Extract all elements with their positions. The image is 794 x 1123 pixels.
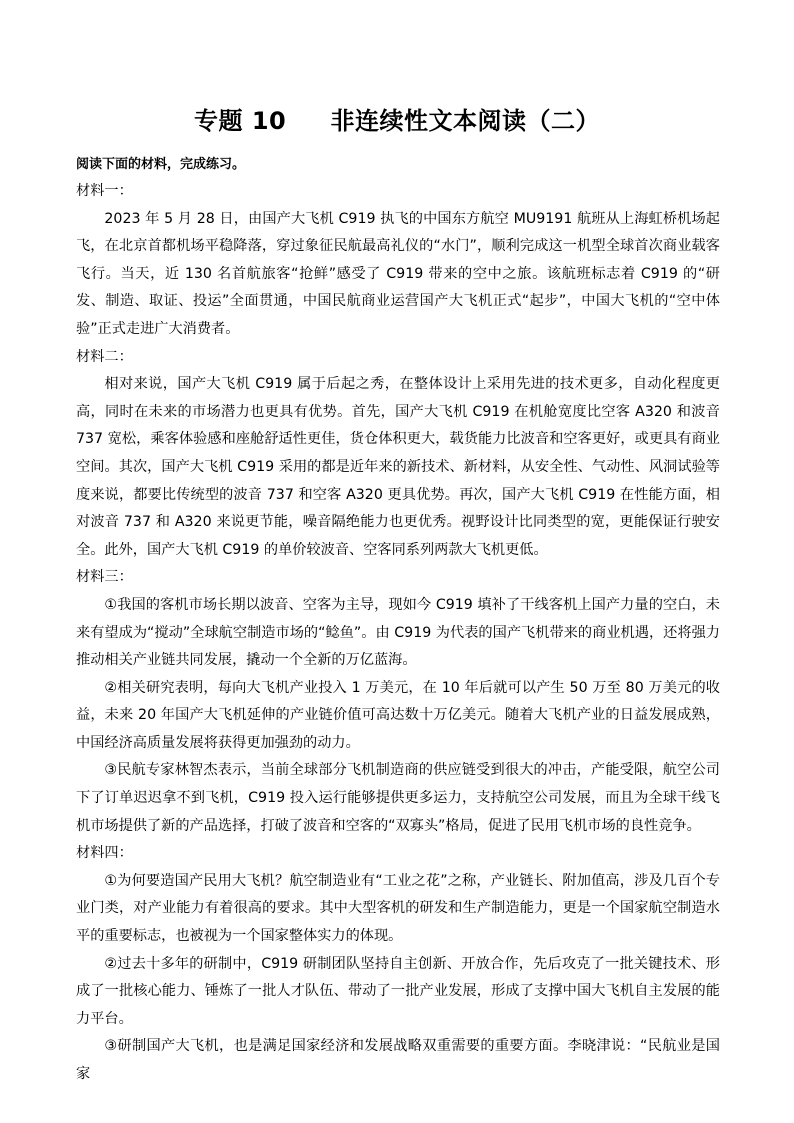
material-4-label: 材料四： [76, 845, 133, 862]
page-title: 专题 10 非连续性文本阅读（二） [193, 107, 601, 135]
instruction-text: 阅读下面的材料，完成练习。 [76, 157, 246, 172]
material-2-label: 材料二： [76, 348, 133, 365]
material-4-paragraph-3: ③研制国产大飞机，也是满足国家经济和发展战略双重需要的重要方面。李晓津说：“民航业是国家 [76, 1038, 720, 1082]
material-3-paragraph-2: ②相关研究表明，每向大飞机产业投入 1 万美元，在 10 年后就可以产生 50 万至 80 万美元的收益，未来 20 年国产大飞机延伸的产业链价值可高达数十万亿美元。随着大飞机产业的日益发展成熟，中国经济高质量发展将获得更加强劲的动力。 [76, 679, 720, 751]
material-1-label: 材料一： [76, 183, 133, 199]
material-1-paragraph-1: 2023 年 5 月 28 日，由国产大飞机 C919 执飞的中国东方航空 MU9191 航班从上海虹桥机场起飞，在北京首都机场平稳降落，穿过象征民航最高礼仪的“水门”，顺利完成这一机型全球首次商业载客飞行。当天，近 130 名首航旅客“抢鲜”感受了 C919 带来的空中之旅。该航班标志着 C919 的“研发、制造、取证、投运”全面贯通，中国民航商业运营国产大飞机正式“起步”，中国大飞机的“空中体验”正式走进广大消费者。 [76, 210, 720, 337]
material-3-paragraph-1: ①我国的客机市场长期以波音、空客为主导，现如今 C919 填补了干线客机上国产力量的空白，未来有望成为“搅动”全球航空制造市场的“鲶鱼”。由 C919 为代表的国产飞机带来的商业机遇，还将强力推动相关产业链共同发展，撬动一个全新的万亿蓝海。 [76, 596, 720, 669]
material-4-paragraph-2: ②过去十多年的研制中，C919 研制团队坚持自主创新、开放合作，先后攻克了一批关键技术、形成了一批核心能力、锤炼了一批人才队伍、带动了一批产业发展，形成了支撑中国大飞机自主发展的能力平台。 [76, 955, 720, 1027]
material-3-paragraph-3: ③民航专家林智杰表示，当前全球部分飞机制造商的供应链受到很大的冲击，产能受限，航空公司下了订单迟迟拿不到飞机，C919 投入运行能够提供更多运力，支持航空公司发展，而且为全球干线飞机市场提供了新的产品选择，打破了波音和空客的“双寡头”格局，促进了民用飞机市场的良性竞争。 [76, 762, 720, 834]
material-2-paragraph-1: 相对来说，国产大飞机 C919 属于后起之秀，在整体设计上采用先进的技术更多，自动化程度更高，同时在未来的市场潜力也更具有优势。首先，国产大飞机 C919 在机舱宽度比空客 A320 和波音 737 宽松，乘客体验感和座舱舒适性更佳，货仓体积更大，载货能力比波音和空客更好，或更具有商业空间。其次，国产大飞机 C919 采用的都是近年来的新技术、新材料，从安全性、气动性、风洞试验等度来说，都要比传统型的波音 737 和空客 A320 更具优势。再次，国产大飞机 C919 在性能方面，相对波音 737 和 A320 来说更节能，噪音隔绝能力也更优秀。视野设计比同类型的宽，更能保证行驶安全。此外，国产大飞机 C919 的单价较波音、空客同系列两款大飞机更低。 [76, 376, 720, 558]
material-3-label: 材料三： [76, 569, 133, 586]
reading-content [76, 152, 720, 1089]
material-4-paragraph-1: ①为何要造国产民用大飞机？航空制造业有“工业之花”之称，产业链长、附加值高，涉及几百个专业门类，对产业能力有着很高的要求。其中大型客机的研发和生产制造能力，更是一个国家航空制造水平的重要标志，也被视为一个国家整体实力的体现。 [76, 872, 720, 945]
